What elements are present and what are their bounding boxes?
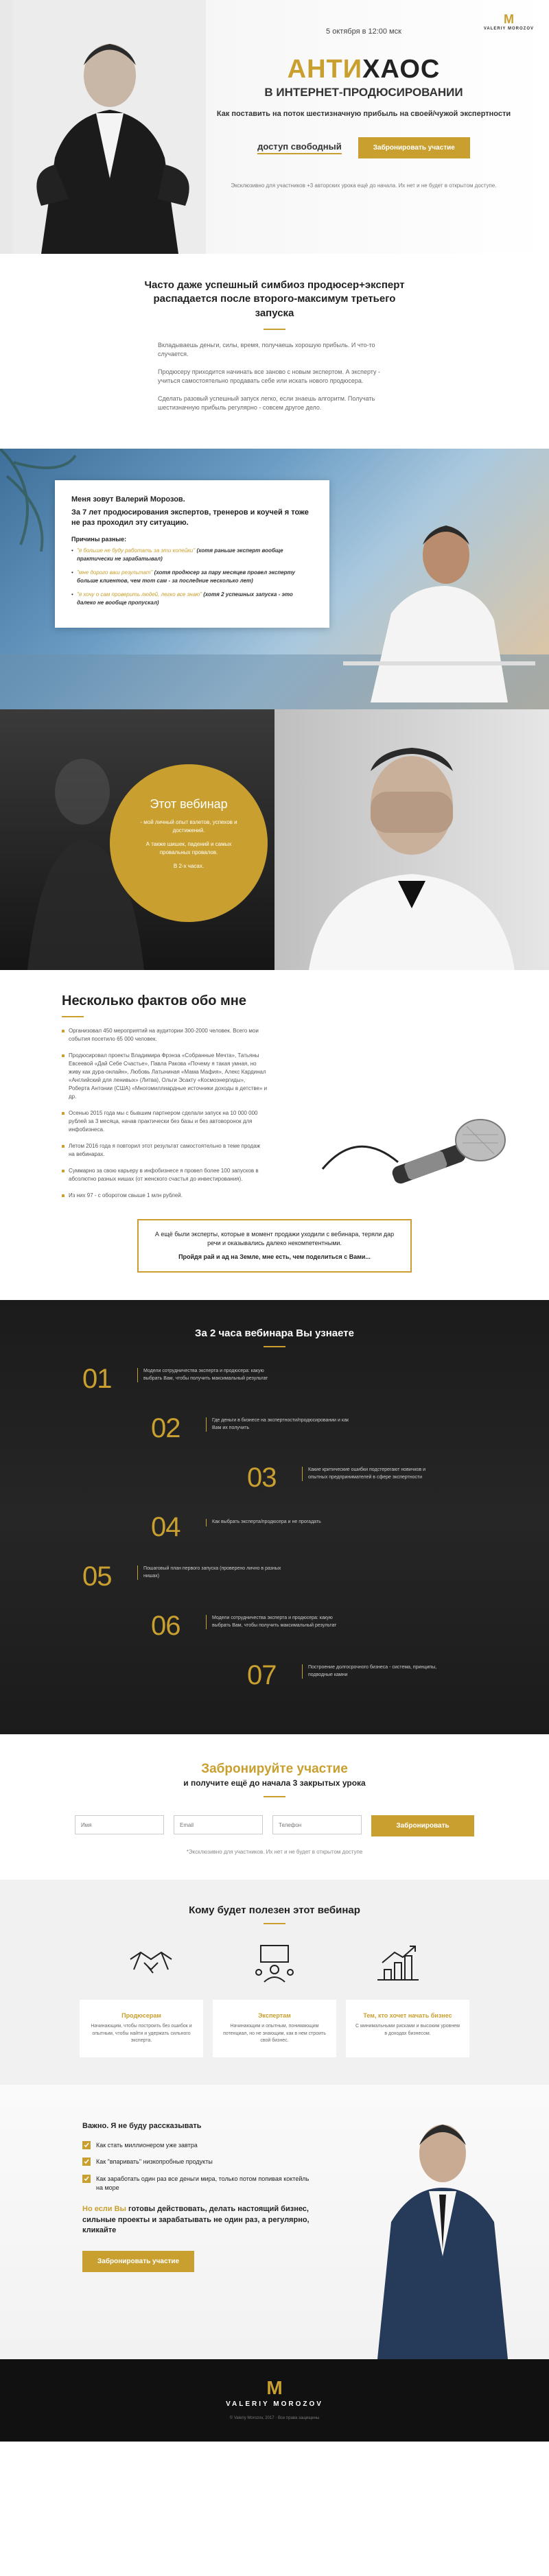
audience-cards <box>0 2000 549 2057</box>
growth-icon <box>374 1942 422 1983</box>
list-item: Продюсировал проекты Владимира Фрэнза «Собранные Мечта», Татьяны Евсеевой «Дай Себе Счастье», Павла Ракова «Почему я такая умная, но живу как дура-онлайн», Любовь Латыниная «Мама Мафия», Алекс Кардинал «Английский для ленивых» (Литва), Ольги Эсакту «Космоэнергиды», Роберта Антонии (США) «Многомиллиардные источники доходы в детстве» и др. <box>62 1052 268 1101</box>
phone-input[interactable] <box>272 1815 362 1834</box>
list-item: Из них 97 - с оборотом свыше 1 млн рублей. <box>62 1192 268 1200</box>
hero-access-row <box>206 137 522 158</box>
reason-text: (хотя 2 успешных запуска - это далеко не вообще пропускал) <box>77 591 293 606</box>
list-item <box>82 2175 316 2192</box>
steps-section <box>0 1300 549 1734</box>
step-item <box>0 1410 549 1460</box>
audience-section <box>0 1880 549 2085</box>
hero-title-accent: АНТИ <box>287 55 363 84</box>
register-title: Забронируйте участие <box>201 1762 348 1777</box>
footer-copyright: © Valeriy Morozov, 2017 · Все права защищены <box>229 2415 320 2420</box>
card-title: Продюсерам <box>121 2012 161 2020</box>
audience-card <box>346 2000 469 2057</box>
hero-section <box>0 0 549 254</box>
reason-quote: "мне дорого ваш результат" <box>77 569 153 576</box>
step-text: Модели сотрудничества эксперта и продюсера: какую выбрать Вам, чтобы получить максимальный результат <box>137 1368 281 1382</box>
final-text: готовы действовать, делать настоящий бизнес, сильные проекты и зарабатывать не один раз, а регулярно, кликайте <box>82 2205 309 2234</box>
webinar-text: - мой личный опыт взлетов, успехов и достижений. <box>140 818 237 834</box>
steps-title: За 2 часа вебинара Вы узнаете <box>195 1327 354 1340</box>
list-item: Организовал 450 мероприятий на аудитории 300-2000 человек. Всего мои события посетило 65 000 человек. <box>62 1027 268 1043</box>
list-item <box>71 547 313 563</box>
register-section <box>0 1734 549 1880</box>
card-title: Тем, кто хочет начать бизнес <box>363 2012 452 2020</box>
reason-quote: "я хочу о сам проверить людей, легко все знаю" <box>77 591 202 598</box>
important-item: Как "впаривать" низкопробные продукты <box>96 2158 213 2166</box>
access-label: доступ свободный <box>257 141 342 154</box>
audience-card <box>80 2000 203 2057</box>
book-participation-button[interactable]: Забронировать участие <box>82 2251 194 2272</box>
facts-title: Несколько фактов обо мне <box>62 993 246 1008</box>
important-content <box>82 2122 316 2273</box>
important-final <box>82 2204 316 2236</box>
step-number: 05 <box>82 1561 112 1592</box>
email-input[interactable] <box>174 1815 263 1834</box>
list-item: Летом 2016 года я повторил этот результат самостоятельно в теме продаж на вебинарах. <box>62 1142 268 1159</box>
card-text: Начинающим, чтобы построить без ошибок и опытным, чтобы найти и удержать сильного эксперта. <box>91 2024 192 2044</box>
facts-list <box>62 1027 268 1200</box>
handshake-icon <box>127 1942 175 1983</box>
important-item: Как заработать один раз все деньги мира, только потом попивая коктейль на море <box>96 2175 309 2191</box>
webinar-text: В 2-х часах. <box>173 862 205 869</box>
logo-name: VALERIY MOROZOV <box>483 27 534 31</box>
step-number: 01 <box>82 1364 112 1395</box>
footer-logo-mark: M <box>266 2376 283 2398</box>
step-number: 06 <box>151 1611 180 1642</box>
step-text: Какие критические ошибки подстерегают новичков и опытных предпринимателей в сфере экспертности <box>302 1467 446 1481</box>
intro-paragraph: Вкладываешь деньги, силы, время, получаешь хорошую прибыль. И что-то случается. <box>158 341 375 358</box>
card-title: Экспертам <box>258 2012 291 2020</box>
step-number: 02 <box>151 1413 180 1444</box>
book-participation-button[interactable]: Забронировать участие <box>358 137 470 158</box>
card-text: С минимальными рисками и высоким уровнем в доходах бизнесом. <box>355 2024 460 2036</box>
webinar-title: Этот вебинар <box>150 796 228 811</box>
webinar-section <box>0 709 549 970</box>
audience-card <box>213 2000 336 2057</box>
presentation-icon <box>250 1942 299 1983</box>
intro-text <box>158 341 391 413</box>
hero-note: Эксклюзивно для участников +3 авторских урока ещё до начала. Их нет и не будет в открытом доступе. <box>231 182 497 189</box>
important-item: Как стать миллионером уже завтра <box>96 2141 198 2149</box>
facepalm-illustration <box>274 709 549 970</box>
intro-paragraph: Продюсеру приходится начинать все заново с новым экспертом. А эксперту - учиться самостоятельно продавать себе или искать нового продюсера. <box>158 368 381 385</box>
about-card <box>55 480 329 628</box>
reason-text: (хотя раньше эксперт вообще практически не зарабатывал) <box>77 547 283 563</box>
step-item <box>0 1608 549 1657</box>
register-note: *Эксклюзивно для участников. Их нет и не будет в открытом доступе <box>186 1849 363 1856</box>
hero-description: Как поставить на поток шестизначную прибыль на своей/чужой экспертности <box>216 110 511 118</box>
facepalm-photo <box>274 709 549 970</box>
reason-text: (хотя продюсер за пару месяцев провел эксперту больше клиентов, чем тот сам - за последние несколько лет) <box>77 569 295 584</box>
step-text: Пошаговый план первого запуска (проверено лично в разных нишах) <box>137 1565 281 1580</box>
webinar-text: А также шишек, падений и самых провальных провалов. <box>145 840 232 855</box>
hero-title-rest: ХАОС <box>362 55 441 84</box>
check-icon <box>82 2141 91 2149</box>
list-item <box>82 2158 316 2166</box>
step-item <box>0 1460 549 1509</box>
speaker-photo <box>14 0 206 254</box>
step-text: Как выбрать эксперта/продюсера и не прогадать <box>206 1519 350 1526</box>
register-subtitle: и получите ещё до начала 3 закрытых урока <box>183 1778 366 1788</box>
about-lead: За 7 лет продюсирования экспертов, тренеров и коучей я тоже не раз проходил эту ситуацию. <box>71 508 309 527</box>
list-item <box>71 569 313 585</box>
audience-icons <box>0 1942 549 1983</box>
divider <box>264 329 285 330</box>
step-item <box>0 1509 549 1559</box>
audience-title: Кому будет полезен этот вебинар <box>189 1904 360 1917</box>
step-number: 07 <box>247 1660 277 1691</box>
step-text: Модели сотрудничества эксперта и продюсера: какую выбрать Вам, чтобы получить максимальный результат <box>206 1615 350 1629</box>
divider <box>264 1796 285 1797</box>
footer <box>0 2359 549 2442</box>
speaker-balcony-photo <box>343 476 535 702</box>
speaker-standing-photo <box>357 2085 528 2359</box>
register-form <box>0 1815 549 1836</box>
card-text: Начинающим и опытным, понимающим потенциал, но не знающим, как в нем строить свой бизнес. <box>223 2024 326 2044</box>
list-item <box>82 2141 316 2150</box>
intro-section <box>0 254 549 449</box>
check-icon <box>82 2175 91 2183</box>
register-button[interactable]: Забронировать <box>371 1815 474 1836</box>
footer-logo-name: VALERIY MOROZOV <box>226 2400 323 2408</box>
divider <box>264 1346 285 1347</box>
about-section <box>0 449 549 709</box>
webinar-circle <box>110 764 268 922</box>
step-text: Построение долгосрочного бизнеса - система, принципы, подводные камни <box>302 1664 446 1679</box>
facts-section <box>0 970 549 1301</box>
quote-bold: Пройдя рай и ад на Земле, мне есть, чем поделиться с Вами... <box>178 1253 371 1260</box>
important-title: Важно. Я не буду рассказывать <box>82 2121 202 2130</box>
about-name: Меня зовут Валерий Морозов. <box>71 495 185 504</box>
hero-subtitle: В ИНТЕРНЕТ-ПРОДЮСИРОВАНИИ <box>264 86 463 99</box>
list-item: Осенью 2015 года мы с бывшим партнером сделали запуск на 10 000 000 рублей за 3 месяца, начав практически без базы и без автоворонок для инфобизнеса. <box>62 1109 268 1134</box>
step-number: 04 <box>151 1512 180 1543</box>
step-item <box>0 1657 549 1707</box>
reason-quote: "я больше не буду работать за эти копейки" <box>77 547 196 554</box>
final-accent: Но если Вы <box>82 2205 126 2214</box>
important-section <box>0 2085 549 2359</box>
reasons-list <box>71 547 313 607</box>
event-date: 5 октября в 12:00 мск <box>326 27 401 36</box>
step-number: 03 <box>247 1463 277 1493</box>
list-item: Суммарно за свою карьеру в инфобизнесе я провел более 100 запусков в абсолютно разных нишах (от женского счастья до инвестирования). <box>62 1167 268 1183</box>
name-input[interactable] <box>75 1815 164 1834</box>
list-item <box>71 591 313 607</box>
divider <box>62 1016 84 1017</box>
hero-title <box>206 55 522 84</box>
microphone-icon <box>316 1087 522 1238</box>
reasons-title: Причины разные: <box>71 536 127 543</box>
step-item <box>0 1559 549 1608</box>
check-icon <box>82 2158 91 2166</box>
step-item <box>0 1361 549 1410</box>
quote-text: А ещё были эксперты, которые в момент продажи уходили с вебинара, теряли дар речи и оказывались далеко некомпетентными. <box>154 1230 395 1247</box>
hero-content <box>206 55 522 190</box>
intro-heading: Часто даже успешный симбиоз продюсер+эксперт распадается после второго-максимум третьего запуска <box>144 279 405 319</box>
logo-mark: M <box>503 12 514 26</box>
step-text: Где деньги в бизнесе на экспертности/продюсировании и как Вам их получить <box>206 1417 350 1432</box>
divider <box>264 1923 285 1924</box>
intro-paragraph: Сделать разовый успешный запуск легко, если знаешь алгоритм. Получать шестизначную прибыль регулярно - совсем другое дело. <box>158 394 375 412</box>
